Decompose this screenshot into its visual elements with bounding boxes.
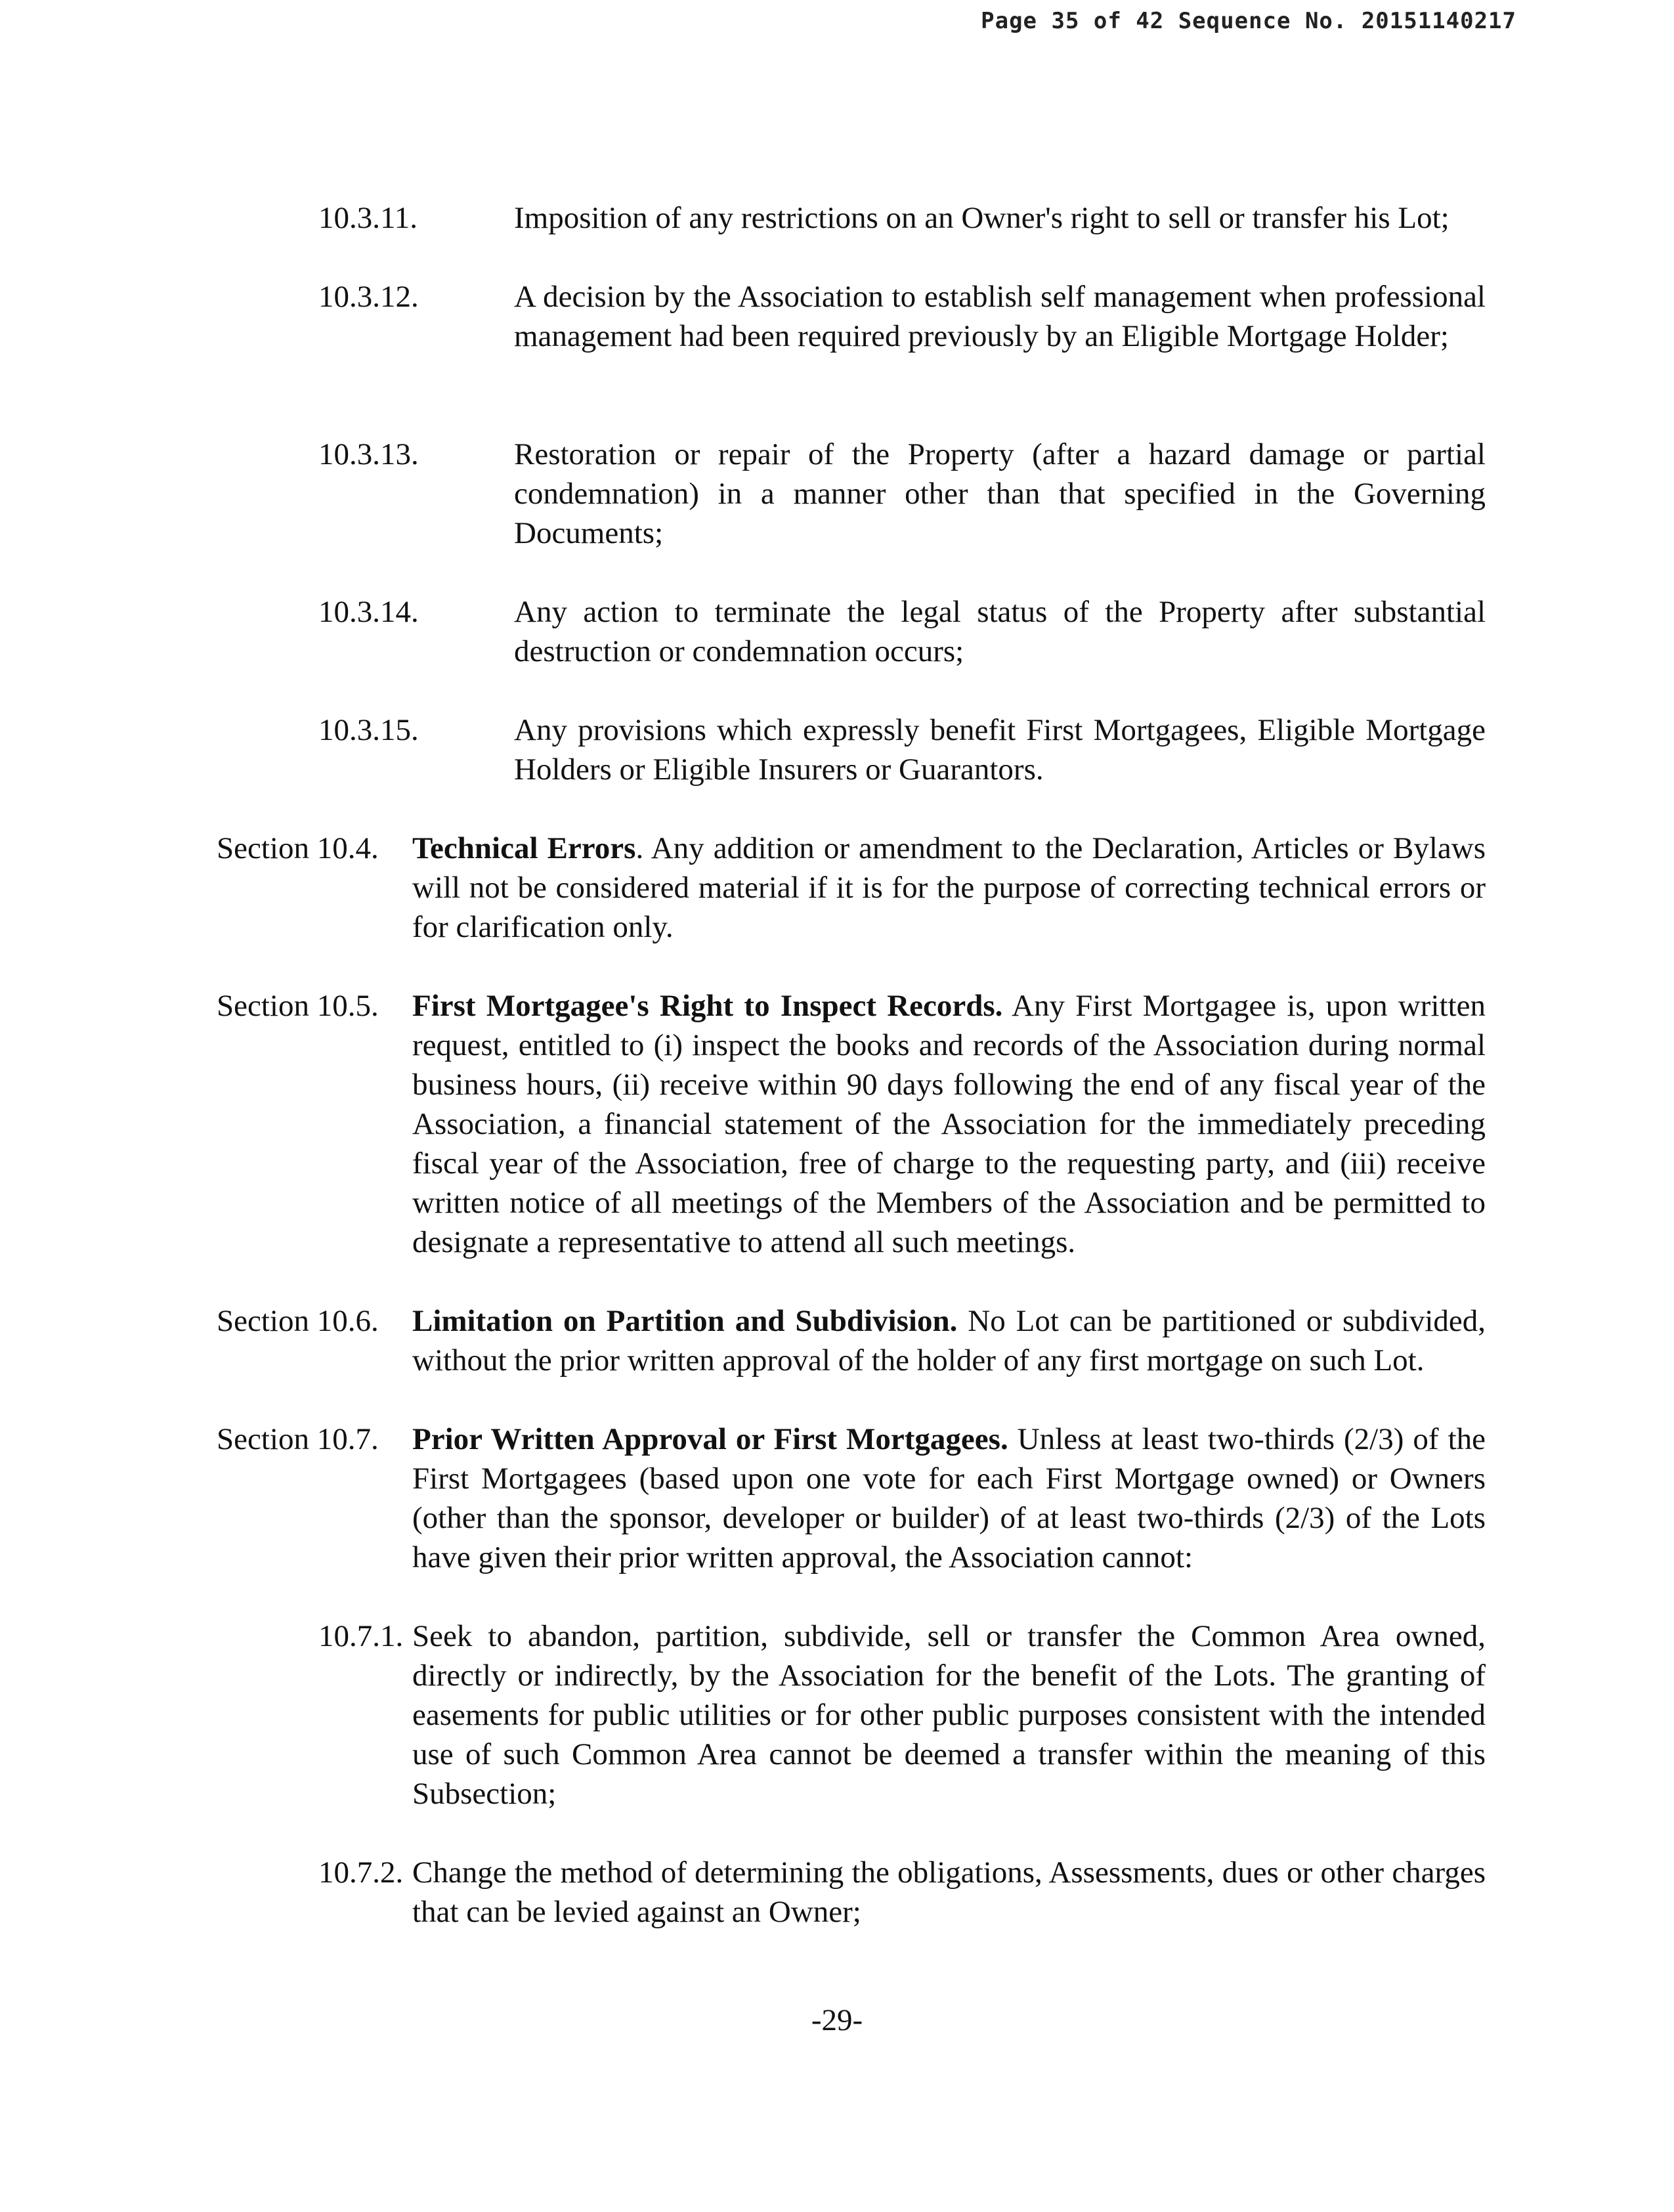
subsection-text: Any action to terminate the legal status of the Property after substantial destruction or condemnation occurs; — [514, 595, 1486, 668]
subsection-text: Restoration or repair of the Property (after a hazard damage or partial condemnation) in a manner other than that specified in the Governing Documents; — [514, 437, 1486, 550]
subsection-number: 10.3.14. — [318, 595, 419, 629]
subsection-number: 10.3.13. — [318, 437, 419, 471]
section-heading: Technical Errors — [412, 831, 636, 865]
subsection-number: 10.3.12. — [318, 280, 419, 314]
section-text: . Any addition or amendment to the Declaration, Articles or Bylaws will not be considered material if it is for the purpose of correcting technical errors or for clarification only. — [412, 831, 1486, 944]
subsection-text: A decision by the Association to establish self management when professional management had been required previously by an Eligible Mortgage Holder; — [514, 280, 1486, 353]
subsection-number: 10.3.15. — [318, 713, 419, 747]
section-text: Any First Mortgagee is, upon written request, entitled to (i) inspect the books and records of the Association during normal business hours, (ii) receive within 90 days following the end of any fiscal year of the Association, a financial statement of the Association for the immediately preceding fiscal year of the Association, free of charge to the requesting party, and (iii) receive written notice of all meetings of the Members of the Association and be permitted to designate a representative to attend all such meetings. — [412, 989, 1486, 1259]
subsection-number: 10.7.2. — [318, 1855, 404, 1890]
section-text: No Lot can be partitioned or subdivided, without the prior written approval of the holder of any first mortgage on such Lot. — [412, 1304, 1486, 1377]
section-heading: Prior Written Approval or First Mortgagees. — [412, 1422, 1008, 1456]
section-text: Unless at least two-thirds (2/3) of the First Mortgagees (based upon one vote for each First Mortgage owned) or Owners (other than the sponsor, developer or builder) of at least two-thirds (2/3) of the Lots have given their prior written approval, the Association cannot: — [412, 1422, 1486, 1574]
section-heading: Limitation on Partition and Subdivision. — [412, 1304, 958, 1338]
section-number: Section 10.7. — [217, 1422, 379, 1456]
subsection-text: Change the method of determining the obligations, Assessments, dues or other charges that can be levied against an Owner; — [412, 1855, 1486, 1929]
section-number: Section 10.6. — [217, 1304, 379, 1338]
subsection-number: 10.3.11. — [318, 201, 418, 235]
section-number: Section 10.5. — [217, 989, 379, 1023]
page-header: Page 35 of 42 Sequence No. 20151140217 — [981, 8, 1516, 34]
subsection-text: Imposition of any restrictions on an Owner's right to sell or transfer his Lot; — [514, 201, 1449, 235]
section-number: Section 10.4. — [217, 831, 379, 865]
subsection-text: Any provisions which expressly benefit First Mortgagees, Eligible Mortgage Holders or Eligible Insurers or Guarantors. — [514, 713, 1486, 787]
subsection-number: 10.7.1. — [318, 1619, 404, 1653]
page-number: -29- — [811, 2003, 863, 2037]
section-heading: First Mortgagee's Right to Inspect Records. — [412, 989, 1003, 1023]
subsection-text: Seek to abandon, partition, subdivide, sell or transfer the Common Area owned, directly or indirectly, by the Association for the benefit of the Lots. The granting of easements for public utilities or for other public purposes consistent with the intended use of such Common Area cannot be deemed a transfer within the meaning of this Subsection; — [412, 1619, 1486, 1811]
